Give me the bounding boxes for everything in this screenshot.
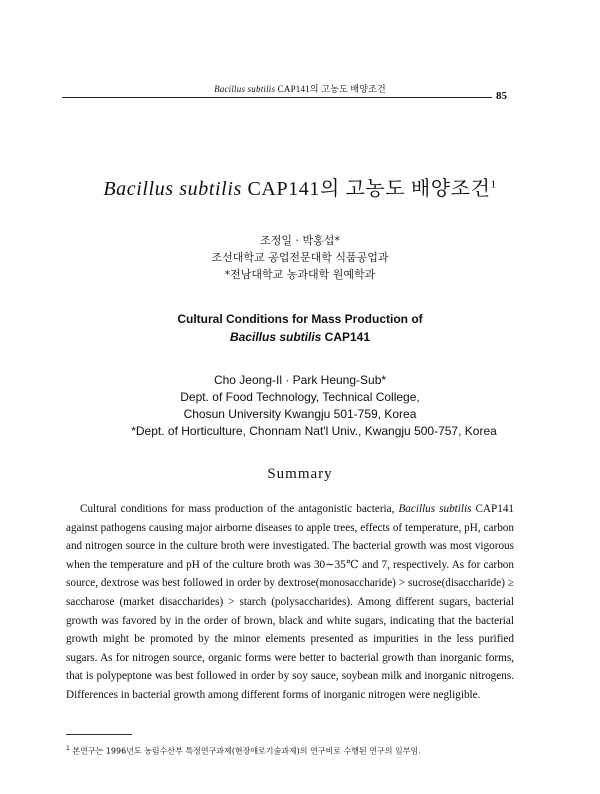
english-affiliation-1: Dept. of Food Technology, Technical College, bbox=[180, 390, 420, 404]
english-title-strain: CAP141 bbox=[324, 330, 371, 344]
summary-heading: Summary bbox=[267, 466, 333, 482]
english-title-line-1: Cultural Conditions for Mass Production of bbox=[177, 312, 423, 326]
title-footnote-mark: 1 bbox=[490, 178, 497, 191]
summary-species: Bacillus subtilis bbox=[398, 503, 472, 515]
footnote bbox=[66, 745, 526, 757]
korean-author-names: 조정일 · 박홍섭* bbox=[260, 234, 340, 247]
english-authors-block bbox=[0, 372, 600, 440]
korean-affiliation-2: *전남대학교 농과대학 원예학과 bbox=[224, 268, 376, 281]
paper-title bbox=[0, 172, 600, 201]
running-head-title: CAP141의 고농도 배양조건 bbox=[277, 84, 386, 94]
running-head-species: Bacillus subtilis bbox=[214, 84, 276, 94]
english-title-species: Bacillus subtilis bbox=[229, 330, 322, 344]
footnote-mark: 1 bbox=[66, 745, 70, 752]
korean-affiliation-1: 조선대학교 공업전문대학 식품공업과 bbox=[211, 251, 389, 264]
title-species: Bacillus subtilis bbox=[103, 178, 242, 200]
summary-text-2: CAP141 against pathogens causing major airborne diseases to apple trees, effects of temperature, pH, carbon and nitrogen source in the culture broth were investigated. The bacterial growth was most vigorous when the temperature and pH of the culture broth was 30∼35℃ and 7, respectively. As for carbon source, dextrose was best followed in order by dextrose(monosaccharide) > sucrose(disaccharide) ≥ saccharose (market disaccharides) > starch (polysaccharides). Among different sugars, bacterial growth was favored by in the order of brown, black and white sugars, indicating that the bacterial growth might be promoted by the minor elements presented as impurities in the less purified sugars. As for nitrogen source, organic forms were better to bacterial growth than inorganic forms, that is polypeptone was best followed in order by soy sauce, soybean milk and inorganic nitrogens. Differences in bacterial growth among different forms of inorganic nitrogen were negligible. bbox=[66, 503, 515, 701]
footnote-text: 본연구는 1996년도 농림수산부 특정연구과제(현장애로기술과제)의 연구비로 수행된 연구의 일부임. bbox=[72, 746, 421, 756]
english-author-names: Cho Jeong-Il · Park Heung-Sub* bbox=[213, 373, 387, 387]
page-number: 85 bbox=[496, 90, 507, 102]
running-head bbox=[0, 82, 600, 95]
english-title-line-2 bbox=[0, 328, 600, 346]
english-title bbox=[0, 310, 600, 346]
english-affiliation-2: Chosun University Kwangju 501-759, Korea bbox=[183, 407, 417, 421]
english-affiliation-3: *Dept. of Horticulture, Chonnam Nat'l Univ., Kwangju 500-757, Korea bbox=[131, 424, 497, 438]
header-rule bbox=[62, 97, 492, 98]
summary-paragraph bbox=[66, 500, 514, 705]
footnote-rule bbox=[66, 734, 132, 735]
title-rest: CAP141의 고농도 배양조건 bbox=[247, 178, 491, 200]
korean-authors-block bbox=[0, 232, 600, 283]
summary-text-1: Cultural conditions for mass production of the antagonistic bacteria, bbox=[80, 503, 395, 515]
